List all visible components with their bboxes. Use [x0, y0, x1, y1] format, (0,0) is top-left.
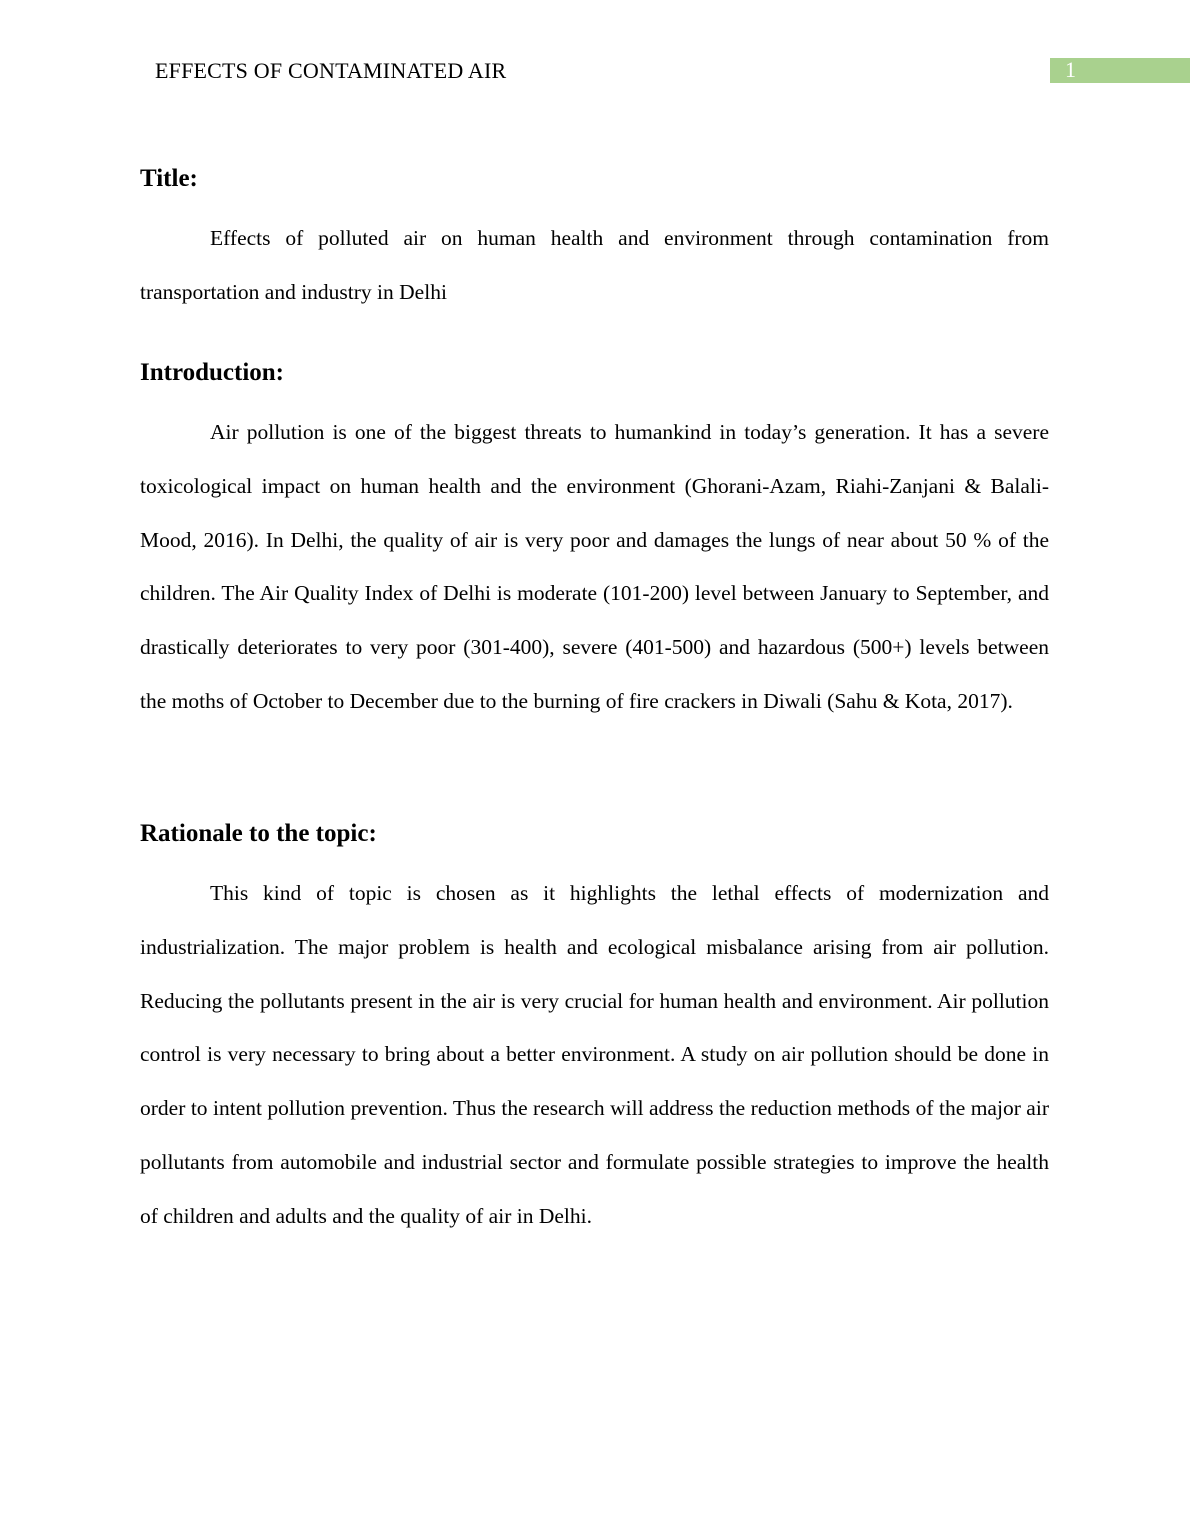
introduction-heading: Introduction: — [140, 359, 285, 386]
running-head: EFFECTS OF CONTAMINATED AIR — [155, 58, 507, 83]
title-paragraph: Effects of polluted air on human health and environment through contamination from transportation and industry in Delhi — [140, 226, 1049, 304]
introduction-paragraph: Air pollution is one of the biggest threats to humankind in today’s generation. It has a severe toxicological impact on human health and the environment (Ghorani-Azam, Riahi-Zanjani & Balali-Mood, 2016). In Delhi, the quality of air is very poor and damages the lungs of near about 50 % of the children. The Air Quality Index of Delhi is moderate (101-200) level between January to September, and drastically deteriorates to very poor (301-400), severe (401-500) and hazardous (500+) levels between the moths of October to December due to the burning of fire crackers in Diwali (Sahu & Kota, 2017). — [140, 420, 1049, 713]
rationale-heading: Rationale to the topic: — [140, 820, 377, 847]
rationale-paragraph: This kind of topic is chosen as it highlights the lethal effects of modernization and industrialization. The major problem is health and ecological misbalance arising from air pollution. Reducing the pollutants present in the air is very crucial for human health and environment. Air pollution control is very necessary to bring about a better environment. A study on air pollution should be done in order to intent pollution prevention. Thus the research will address the reduction methods of the major air pollutants from automobile and industrial sector and formulate possible strategies to improve the health of children and adults and the quality of air in Delhi. — [140, 881, 1049, 1228]
page-number-bar — [1050, 58, 1190, 83]
title-heading: Title: — [140, 165, 198, 192]
page-number: 1 — [1065, 57, 1076, 82]
